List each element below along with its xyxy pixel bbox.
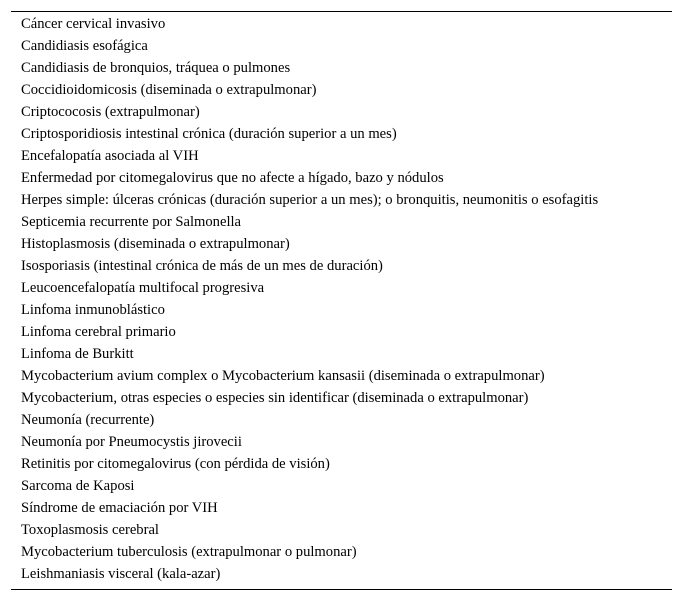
- table-row: Herpes simple: úlceras crónicas (duración superior a un mes); o bronquitis, neumonitis o esofagitis: [21, 192, 599, 208]
- table-row: Retinitis por citomegalovirus (con pérdida de visión): [21, 456, 330, 472]
- table-row: Leishmaniasis visceral (kala-azar): [21, 566, 221, 582]
- table-row: Encefalopatía asociada al VIH: [21, 148, 199, 164]
- table-row: Mycobacterium, otras especies o especies sin identificar (diseminada o extrapulmonar): [21, 390, 529, 406]
- table-row: Coccidioidomicosis (diseminada o extrapulmonar): [21, 82, 317, 98]
- table-row: Criptococosis (extrapulmonar): [21, 104, 200, 120]
- table-row: Linfoma de Burkitt: [21, 346, 134, 362]
- table-row: Neumonía por Pneumocystis jirovecii: [21, 434, 242, 450]
- table-row: Mycobacterium avium complex o Mycobacterium kansasii (diseminada o extrapulmonar): [21, 368, 545, 384]
- table-row: Isosporiasis (intestinal crónica de más de un mes de duración): [21, 258, 383, 274]
- table-row: Linfoma inmunoblástico: [21, 302, 165, 318]
- table-row: Síndrome de emaciación por VIH: [21, 500, 218, 516]
- table-row: Candidiasis esofágica: [21, 38, 148, 54]
- table-row: Mycobacterium tuberculosis (extrapulmonar o pulmonar): [21, 544, 357, 560]
- table-row: Linfoma cerebral primario: [21, 324, 176, 340]
- table-row: Enfermedad por citomegalovirus que no afecte a hígado, bazo y nódulos: [21, 170, 444, 186]
- table-row: Septicemia recurrente por Salmonella: [21, 214, 242, 230]
- table-row: Histoplasmosis (diseminada o extrapulmonar): [21, 236, 290, 252]
- table-row: Leucoencefalopatía multifocal progresiva: [21, 280, 265, 296]
- table-row: Neumonía (recurrente): [21, 412, 155, 428]
- conditions-table: [11, 11, 672, 590]
- table-row: Toxoplasmosis cerebral: [21, 522, 159, 538]
- table-row: Criptosporidiosis intestinal crónica (duración superior a un mes): [21, 126, 397, 142]
- table-row: Candidiasis de bronquios, tráquea o pulmones: [21, 60, 291, 76]
- table-row: Sarcoma de Kaposi: [21, 478, 135, 494]
- table-row: Cáncer cervical invasivo: [21, 16, 166, 32]
